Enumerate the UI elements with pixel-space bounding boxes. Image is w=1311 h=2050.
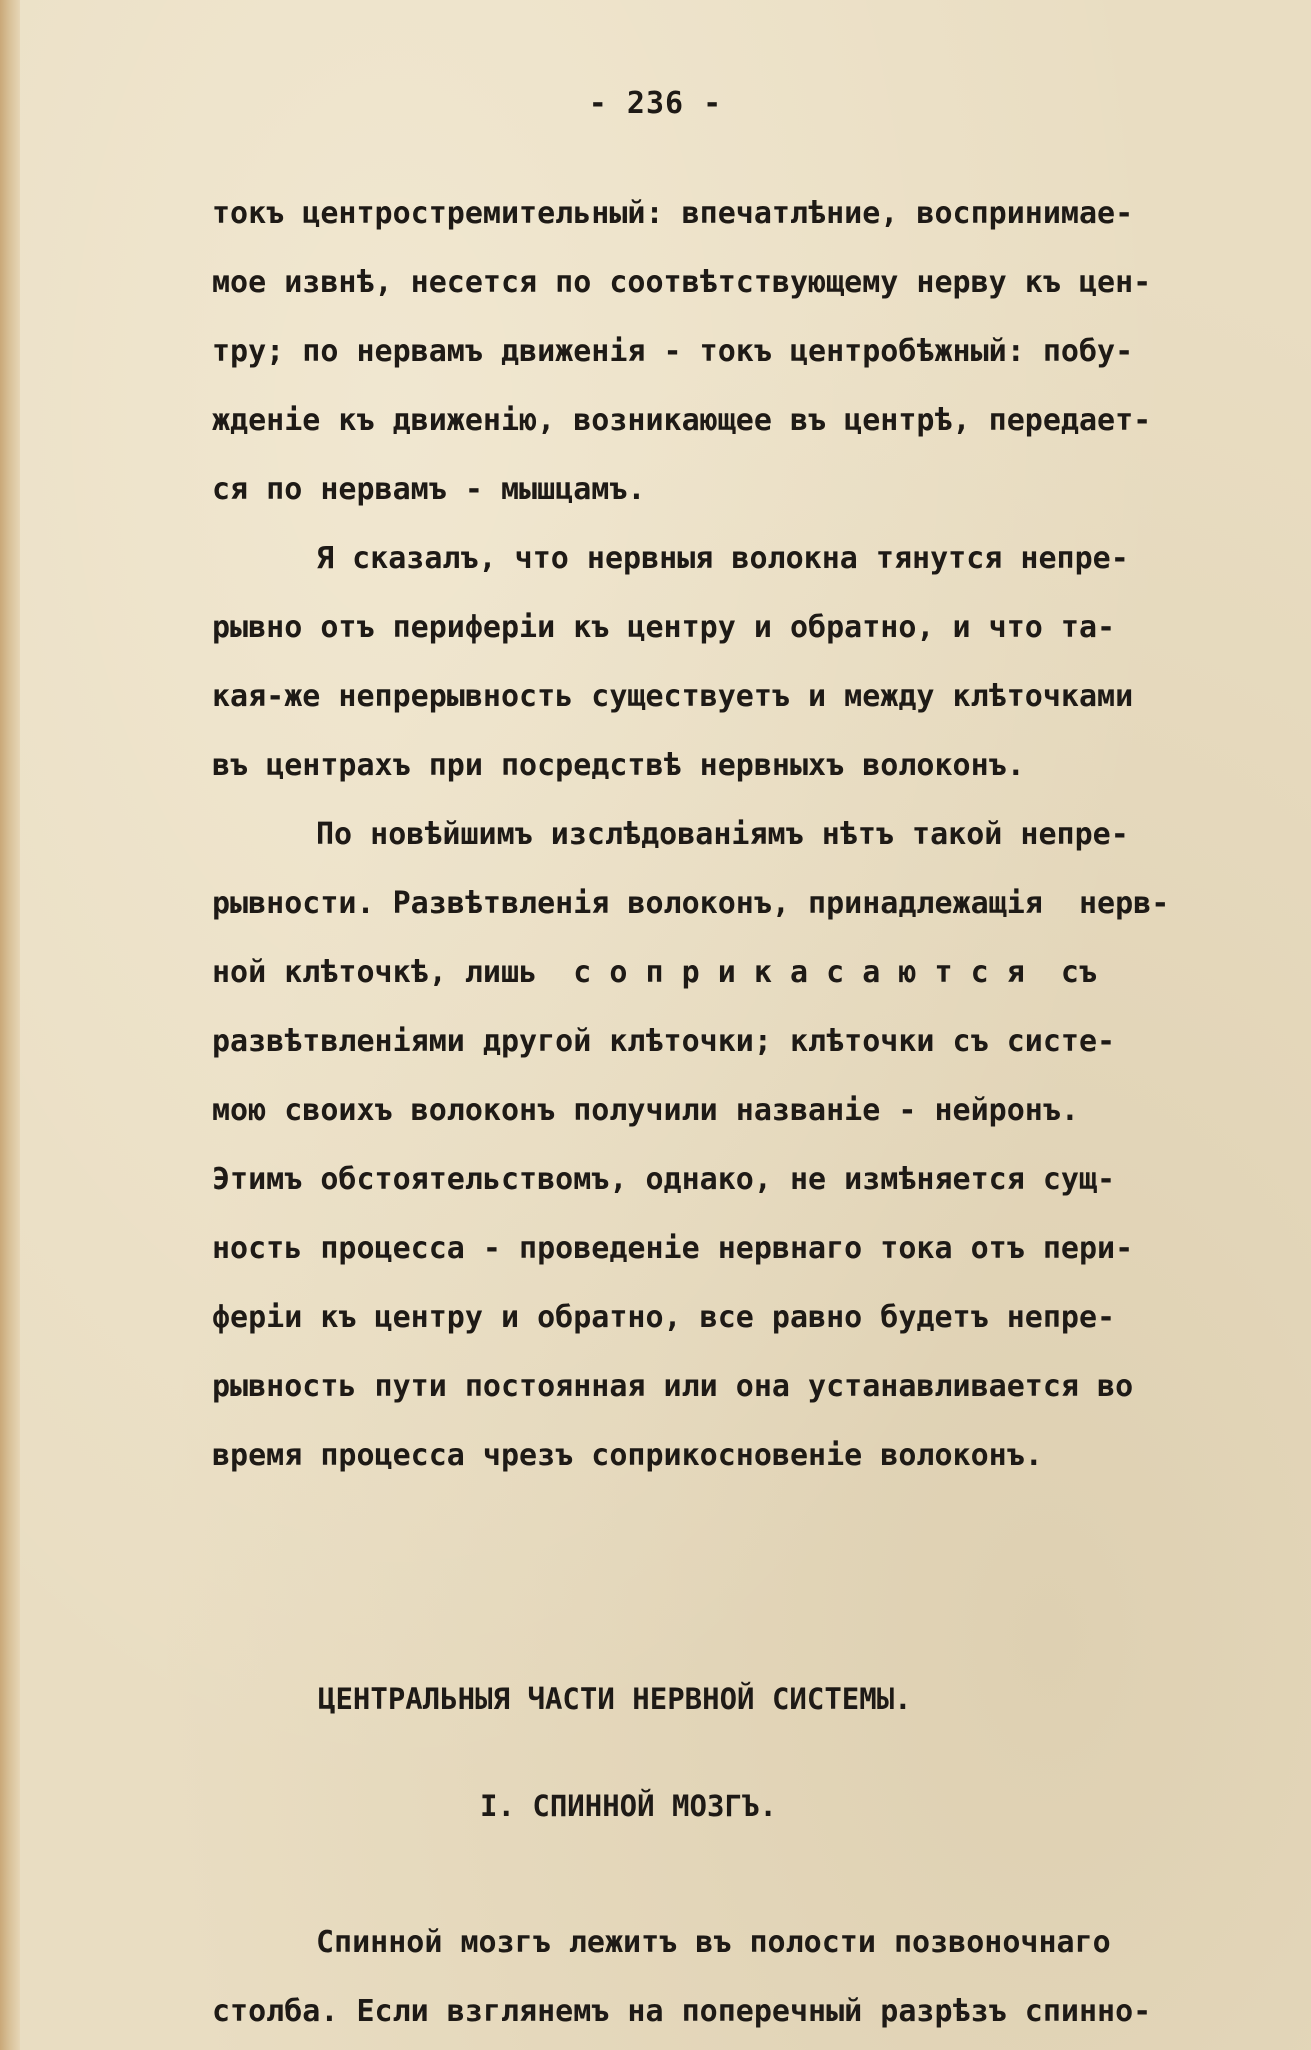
section-title: ЦЕНТРАЛЬНЫЯ ЧАСТИ НЕРВНОЙ СИСТЕМЫ. xyxy=(318,1682,912,1716)
final-paragraph-line-1: Спинной мозгъ лежитъ въ полости позвоночнаго xyxy=(316,1925,1111,1960)
paragraph-1-line-3: тру; по нервамъ движенія - токъ центробѣжный: побу- xyxy=(212,334,1134,369)
paragraph-3-line-6: Этимъ обстоятельствомъ, однако, не измѣняется сущ- xyxy=(212,1162,1116,1197)
paragraph-1-line-4: жденіе къ движенію, возникающее въ центрѣ, передает- xyxy=(212,403,1152,438)
paragraph-3-line-2: рывности. Развѣтвленія волоконъ, принадлежащія нерв- xyxy=(212,886,1170,921)
paragraph-3-line-4: развѣтвленіями другой клѣточки; клѣточки съ систе- xyxy=(212,1024,1116,1059)
paragraph-3-line-5: мою своихъ волоконъ получили названіе - нейронъ. xyxy=(212,1093,1079,1128)
paragraph-3-line-3: ной клѣточкѣ, лишь с о п р и к а с а ю т с я съ xyxy=(212,955,1098,990)
paragraph-2-line-2: рывно отъ периферіи къ центру и обратно, и что та- xyxy=(212,610,1116,645)
paragraph-2-line-1: Я сказалъ, что нервныя волокна тянутся непре- xyxy=(316,541,1129,576)
paragraph-2-line-4: въ центрахъ при посредствѣ нервныхъ волоконъ. xyxy=(212,748,1025,783)
paragraph-3-line-9: рывность пути постоянная или она устанавливается во xyxy=(212,1369,1134,1404)
final-paragraph-line-2: столба. Если взглянемъ на поперечный разрѣзъ спинно- xyxy=(212,1994,1152,2029)
subsection-title: I. СПИННОЙ МОЗГЪ. xyxy=(480,1789,777,1823)
paragraph-3-line-7: ность процесса - проведеніе нервнаго тока отъ пери- xyxy=(212,1231,1134,1266)
paragraph-3-line-1: По новѣйшимъ изслѣдованіямъ нѣтъ такой непре- xyxy=(316,817,1129,852)
paragraph-1-line-5: ся по нервамъ - мышцамъ. xyxy=(212,472,646,507)
paragraph-3-line-8: феріи къ центру и обратно, все равно будетъ непре- xyxy=(212,1300,1116,1335)
page-binding-edge xyxy=(0,0,20,2050)
paragraph-1-line-2: мое извнѣ, несется по соотвѣтствующему нерву къ цен- xyxy=(212,265,1152,300)
paragraph-2-line-3: кая-же непрерывность существуетъ и между клѣточками xyxy=(212,679,1134,714)
paragraph-3-line-10: время процесса чрезъ соприкосновеніе волоконъ. xyxy=(212,1438,1043,1473)
paragraph-1-line-1: токъ центростремительный: впечатлѣние, воспринимае- xyxy=(212,196,1134,231)
page-number: - 236 - xyxy=(588,86,723,121)
